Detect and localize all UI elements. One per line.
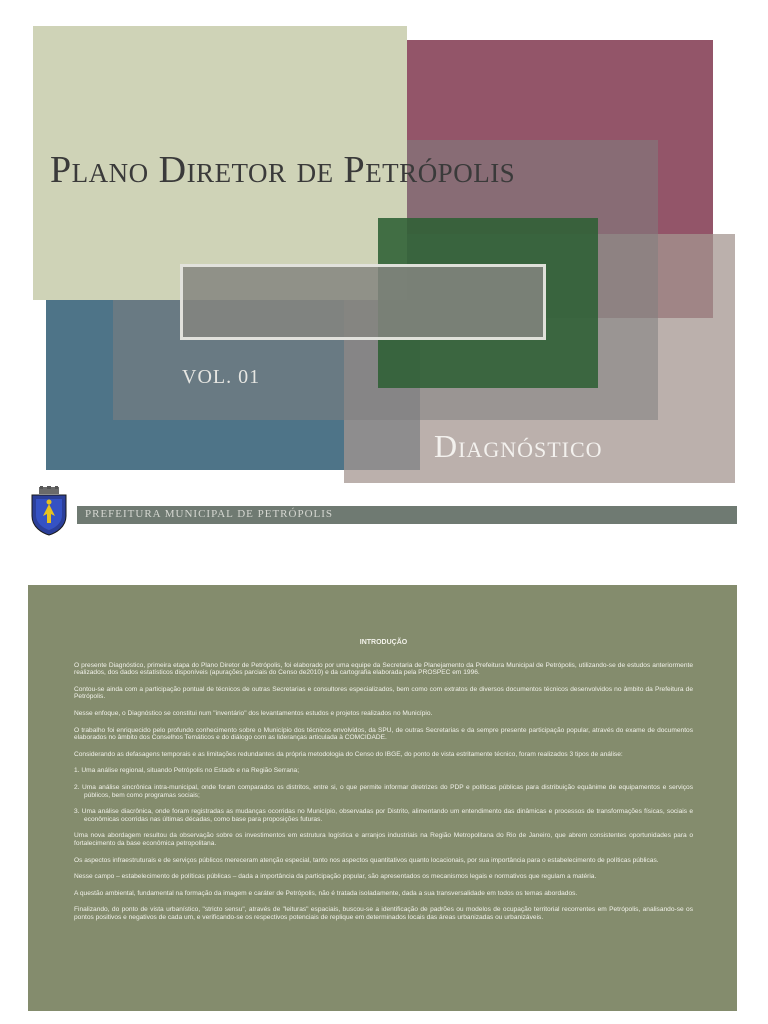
- analysis-list-item: 1. Uma análise regional, situando Petrópolis no Estado e na Região Serrana;: [74, 767, 300, 775]
- intro-paragraph: O trabalho foi enriquecido pelo profundo conhecimento sobre o Município dos técnicos envolvidos, da SPU, de outras Secretarias e da sempre presente participação popular, através do exame de documentos elaborados no âmbito dos Conselhos Temáticos e do diálogo com as lideranças articulada à COMCIDADE.: [74, 726, 693, 742]
- intro-paragraph: Uma nova abordagem resultou da observação sobre os investimentos em estrutura logística e arranjos industriais na Região Metropolitana do Rio de Janeiro, que abrem consistentes oportunidades para o fortalecimento da base econômica petropolitana.: [74, 832, 693, 847]
- intro-paragraph: A questão ambiental, fundamental na formação da imagem e caráter de Petrópolis, não é tratada isoladamente, dada a sua transversalidade em todos os temas abordados.: [74, 889, 578, 897]
- cover-frame-box: [180, 264, 546, 340]
- intro-paragraph: Considerando as defasagens temporais e as limitações redundantes da própria metodologia do Censo do IBGE, do ponto de vista estritamente técnico, foram realizados 3 tipos de análise:: [74, 750, 623, 758]
- intro-paragraph: Os aspectos infraestruturais e de serviços públicos mereceram atenção especial, tanto nos aspectos quantitativos quanto locacionais, por sua importância para o estabelecimento de políticas públicas.: [74, 856, 659, 864]
- intro-paragraph: Finalizando, do ponto de vista urbanístico, "stricto sensu", através de "leituras" espaciais, buscou-se a identificação de padrões ou modelos de ocupação territorial recorrentes em Petrópolis, analisando-se os pontos positivos e negativos de cada um, e verificando-se os respectivos potenciais de replique em determinados locais das áreas urbanizadas ou urbanizáveis.: [74, 906, 693, 921]
- intro-paragraph: Nesse enfoque, o Diagnóstico se constitui num "inventário" dos levantamentos estudos e projetos realizados no Município.: [74, 709, 433, 717]
- intro-paragraph: Contou-se ainda com a participação pontual de técnicos de outras Secretarias e consultores especializados, bem como com extratos de diversos documentos técnicos desenvolvidos no âmbito da Prefeitura de Petrópolis.: [74, 685, 693, 701]
- coat-of-arms-icon: [28, 486, 70, 536]
- intro-paragraph: Nesse campo – estabelecimento de políticas públicas – dada a importância da participação popular, são apresentados os mecanismos legais e normativos que regulam a matéria.: [74, 873, 597, 881]
- institution-bar: [77, 506, 737, 524]
- volume-label: VOL. 01: [182, 366, 261, 388]
- document-subtitle: Diagnóstico: [434, 428, 603, 464]
- analysis-list-item: 2. Uma análise sincrônica intra-municipal, onde foram comparados os distritos, entre si, o que permite informar diretrizes do PDP e políticas públicas para distribuição equânime de equipamentos e serviços públicos, bem como programas sociais;: [74, 783, 693, 799]
- introduction-panel: [28, 585, 737, 1011]
- introduction-heading: INTRODUÇÃO: [359, 639, 408, 646]
- document-title: Plano Diretor de Petrópolis: [50, 149, 516, 191]
- analysis-list-item: 3. Uma análise diacrônica, onde foram registradas as mudanças ocorridas no Município, observadas por Distrito, alimentando um entendimento das dinâmicas e processos de transformações físicas, sociais e econômicas ocorridas nas últimas décadas, como base para proposições futuras.: [74, 808, 693, 823]
- intro-paragraph: O presente Diagnóstico, primeira etapa do Plano Diretor de Petrópolis, foi elaborado por uma equipe da Secretaria de Planejamento da Prefeitura Municipal de Petrópolis, utilizando-se de estudos anteriormente realizados, dos dados estatísticos disponíveis (apurações parciais do Censo de2010) e da cartografia elaborada pela PROSPEC em 1996.: [74, 661, 693, 677]
- institution-label: PREFEITURA MUNICIPAL DE PETRÓPOLIS: [85, 508, 334, 520]
